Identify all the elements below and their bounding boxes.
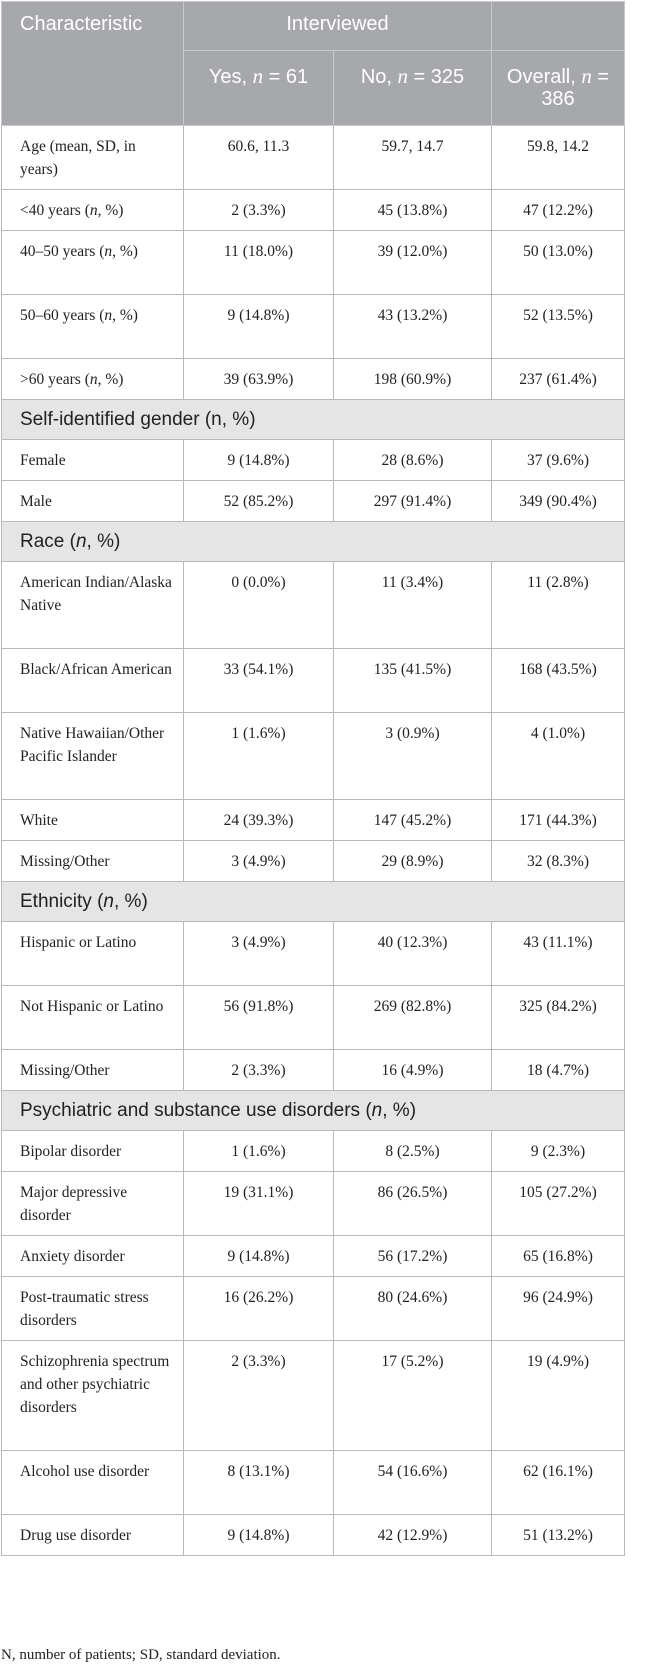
cell-yes: 9 (14.8%) xyxy=(184,1236,334,1277)
row-label: Not Hispanic or Latino xyxy=(2,986,184,1050)
section-title xyxy=(2,522,625,562)
cell-no: 17 (5.2%) xyxy=(334,1341,492,1451)
header-yes-prefix: Yes, xyxy=(208,66,253,88)
header-blank xyxy=(492,2,625,51)
section-title-text: Ethnicity ( xyxy=(20,891,104,912)
header-overall-suffix: = 386 xyxy=(541,66,610,110)
section-title: Self-identified gender (n, %) xyxy=(2,400,625,440)
cell-overall: 47 (12.2%) xyxy=(492,190,625,231)
table-row xyxy=(2,1277,625,1341)
cell-yes: 2 (3.3%) xyxy=(184,190,334,231)
row-label: Male xyxy=(2,481,184,522)
row-label: Alcohol use disorder xyxy=(2,1451,184,1515)
header-yes-n: n xyxy=(252,64,264,88)
section-header-gender xyxy=(2,400,625,440)
table-row xyxy=(2,481,625,522)
section-title xyxy=(2,1091,625,1131)
row-label: White xyxy=(2,800,184,841)
header-overall-prefix: Overall, xyxy=(506,66,582,88)
row-label: Native Hawaiian/Other Pacific Islander xyxy=(2,713,184,800)
cell-yes: 1 (1.6%) xyxy=(184,1131,334,1172)
table-row xyxy=(2,1515,625,1556)
label-text: , %) xyxy=(112,243,138,260)
cell-yes: 56 (91.8%) xyxy=(184,986,334,1050)
cell-overall: 50 (13.0%) xyxy=(492,231,625,295)
table-row xyxy=(2,800,625,841)
cell-no: 45 (13.8%) xyxy=(334,190,492,231)
row-label: Anxiety disorder xyxy=(2,1236,184,1277)
cell-overall: 18 (4.7%) xyxy=(492,1050,625,1091)
cell-yes: 39 (63.9%) xyxy=(184,359,334,400)
cell-yes: 2 (3.3%) xyxy=(184,1050,334,1091)
cell-no: 42 (12.9%) xyxy=(334,1515,492,1556)
cell-overall: 43 (11.1%) xyxy=(492,922,625,986)
table-row xyxy=(2,562,625,649)
row-label: Black/African American xyxy=(2,649,184,713)
cell-no: 269 (82.8%) xyxy=(334,986,492,1050)
cell-yes: 11 (18.0%) xyxy=(184,231,334,295)
cell-overall: 237 (61.4%) xyxy=(492,359,625,400)
cell-no: 39 (12.0%) xyxy=(334,231,492,295)
table-row xyxy=(2,713,625,800)
cell-no: 43 (13.2%) xyxy=(334,295,492,359)
row-label xyxy=(2,231,184,295)
section-header-race xyxy=(2,522,625,562)
header-no-suffix: = 325 xyxy=(408,66,465,88)
table-row xyxy=(2,1236,625,1277)
header-no-prefix: No, xyxy=(360,66,398,88)
cell-overall: 65 (16.8%) xyxy=(492,1236,625,1277)
cell-overall: 37 (9.6%) xyxy=(492,440,625,481)
cell-no: 56 (17.2%) xyxy=(334,1236,492,1277)
cell-overall: 171 (44.3%) xyxy=(492,800,625,841)
table-row xyxy=(2,841,625,882)
label-text: <40 years ( xyxy=(20,202,90,219)
label-n: n xyxy=(89,202,98,219)
section-title-text: , %) xyxy=(86,531,121,552)
table-row-50-60 xyxy=(2,295,625,359)
table-row-age xyxy=(2,126,625,190)
label-text: 40–50 years ( xyxy=(20,243,105,260)
cell-no: 86 (26.5%) xyxy=(334,1172,492,1236)
cell-overall: 11 (2.8%) xyxy=(492,562,625,649)
label-n: n xyxy=(104,243,113,260)
table-footnote: N, number of patients; SD, standard deviation. xyxy=(1,1647,281,1663)
cell-overall: 59.8, 14.2 xyxy=(492,126,625,190)
cell-overall: 325 (84.2%) xyxy=(492,986,625,1050)
table-row-40-50 xyxy=(2,231,625,295)
cell-no: 8 (2.5%) xyxy=(334,1131,492,1172)
section-title-n: n xyxy=(103,891,114,912)
cell-yes: 60.6, 11.3 xyxy=(184,126,334,190)
cell-yes: 0 (0.0%) xyxy=(184,562,334,649)
header-overall xyxy=(492,51,625,126)
demographics-table xyxy=(1,1,625,1556)
cell-yes: 9 (14.8%) xyxy=(184,1515,334,1556)
section-title-text: , %) xyxy=(114,891,148,912)
row-label xyxy=(2,190,184,231)
label-text: , %) xyxy=(97,202,124,219)
cell-no: 59.7, 14.7 xyxy=(334,126,492,190)
cell-yes: 16 (26.2%) xyxy=(184,1277,334,1341)
header-no-n: n xyxy=(397,64,408,88)
section-title-text: Race ( xyxy=(20,531,76,552)
cell-overall: 32 (8.3%) xyxy=(492,841,625,882)
cell-overall: 4 (1.0%) xyxy=(492,713,625,800)
cell-no: 198 (60.9%) xyxy=(334,359,492,400)
header-row-1 xyxy=(2,2,625,51)
header-yes-suffix: = 61 xyxy=(263,66,309,88)
cell-no: 11 (3.4%) xyxy=(334,562,492,649)
table-row-over-60 xyxy=(2,359,625,400)
cell-overall: 168 (43.5%) xyxy=(492,649,625,713)
cell-overall: 105 (27.2%) xyxy=(492,1172,625,1236)
cell-yes: 52 (85.2%) xyxy=(184,481,334,522)
row-label: Major depressive disorder xyxy=(2,1172,184,1236)
section-title xyxy=(2,882,625,922)
label-text: 50–60 years ( xyxy=(20,307,105,324)
table-row xyxy=(2,1131,625,1172)
header-overall-n: n xyxy=(581,64,592,88)
cell-yes: 24 (39.3%) xyxy=(184,800,334,841)
row-label: Female xyxy=(2,440,184,481)
section-title-text: Psychiatric and substance use disorders ( xyxy=(20,1100,372,1121)
table-row xyxy=(2,986,625,1050)
section-title-n: n xyxy=(75,531,87,552)
label-text: , %) xyxy=(97,371,124,388)
cell-no: 54 (16.6%) xyxy=(334,1451,492,1515)
label-text: >60 years ( xyxy=(20,371,90,388)
header-yes xyxy=(184,51,334,126)
table-row xyxy=(2,440,625,481)
row-label: Missing/Other xyxy=(2,841,184,882)
table-row-under-40 xyxy=(2,190,625,231)
row-label: Drug use disorder xyxy=(2,1515,184,1556)
row-label: Bipolar disorder xyxy=(2,1131,184,1172)
row-label: Schizophrenia spectrum and other psychiatric disorders xyxy=(2,1341,184,1451)
cell-overall: 19 (4.9%) xyxy=(492,1341,625,1451)
table-row xyxy=(2,1451,625,1515)
header-characteristic: Characteristic xyxy=(2,2,184,126)
cell-yes: 9 (14.8%) xyxy=(184,440,334,481)
cell-yes: 8 (13.1%) xyxy=(184,1451,334,1515)
row-label xyxy=(2,359,184,400)
cell-no: 3 (0.9%) xyxy=(334,713,492,800)
cell-overall: 52 (13.5%) xyxy=(492,295,625,359)
cell-overall: 9 (2.3%) xyxy=(492,1131,625,1172)
row-label: American Indian/Alaska Native xyxy=(2,562,184,649)
table-row xyxy=(2,1341,625,1451)
cell-yes: 9 (14.8%) xyxy=(184,295,334,359)
header-no xyxy=(334,51,492,126)
section-title-text: , %) xyxy=(382,1100,417,1121)
table-row xyxy=(2,649,625,713)
section-header-psychiatric xyxy=(2,1091,625,1131)
row-label: Missing/Other xyxy=(2,1050,184,1091)
label-text: , %) xyxy=(112,307,138,324)
cell-overall: 349 (90.4%) xyxy=(492,481,625,522)
section-title-n: n xyxy=(371,1100,383,1121)
cell-no: 147 (45.2%) xyxy=(334,800,492,841)
section-header-ethnicity xyxy=(2,882,625,922)
cell-overall: 62 (16.1%) xyxy=(492,1451,625,1515)
cell-no: 28 (8.6%) xyxy=(334,440,492,481)
cell-no: 80 (24.6%) xyxy=(334,1277,492,1341)
cell-yes: 3 (4.9%) xyxy=(184,841,334,882)
table-row xyxy=(2,922,625,986)
label-n: n xyxy=(89,371,98,388)
cell-no: 29 (8.9%) xyxy=(334,841,492,882)
row-label xyxy=(2,295,184,359)
table-row xyxy=(2,1172,625,1236)
cell-no: 40 (12.3%) xyxy=(334,922,492,986)
cell-yes: 33 (54.1%) xyxy=(184,649,334,713)
cell-yes: 3 (4.9%) xyxy=(184,922,334,986)
cell-overall: 96 (24.9%) xyxy=(492,1277,625,1341)
cell-no: 135 (41.5%) xyxy=(334,649,492,713)
cell-yes: 19 (31.1%) xyxy=(184,1172,334,1236)
label-n: n xyxy=(104,307,113,324)
row-label: Hispanic or Latino xyxy=(2,922,184,986)
header-interviewed: Interviewed xyxy=(184,2,492,51)
cell-yes: 2 (3.3%) xyxy=(184,1341,334,1451)
row-label: Age (mean, SD, in years) xyxy=(2,126,184,190)
cell-no: 297 (91.4%) xyxy=(334,481,492,522)
cell-overall: 51 (13.2%) xyxy=(492,1515,625,1556)
cell-yes: 1 (1.6%) xyxy=(184,713,334,800)
table-row xyxy=(2,1050,625,1091)
cell-no: 16 (4.9%) xyxy=(334,1050,492,1091)
row-label: Post-traumatic stress disorders xyxy=(2,1277,184,1341)
